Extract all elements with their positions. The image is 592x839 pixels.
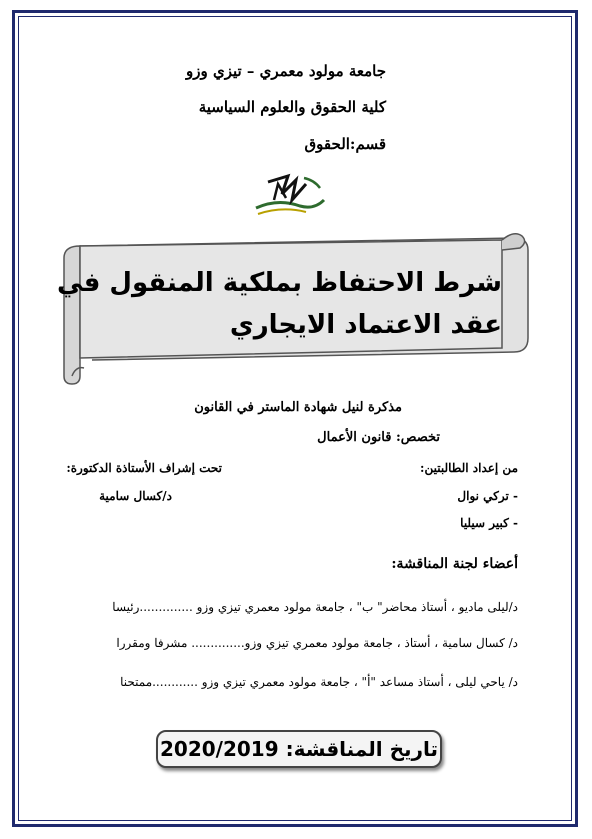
university-name: جامعة مولود معمري – تيزي وزو	[186, 62, 386, 80]
faculty-name: كلية الحقوق والعلوم السياسية	[198, 98, 386, 116]
student-name: - كبير سيليا	[460, 516, 518, 530]
title-scroll-banner	[62, 228, 534, 388]
thesis-title-line-2: عقد الاعتماد الايجاري	[229, 310, 502, 340]
university-logo-icon	[248, 170, 328, 220]
page-border-inner	[18, 16, 572, 821]
defense-date: تاريخ المناقشة: 2020/2019	[159, 737, 439, 761]
committee-member: د/ كسال سامية ، أستاذ ، جامعة مولود معمري تيزي وزو.............. مشرفا ومقررا	[116, 636, 518, 650]
committee-member: د/ليلى ماديو ، أستاذ محاضر" ب" ، جامعة مولود معمري تيزي وزو ..............رئيسا	[112, 600, 518, 614]
thesis-title-line-1: شرط الاحتفاظ بملكية المنقول في	[57, 268, 502, 298]
committee-member: د/ ياحي ليلى ، أستاذ مساعد "أ" ، جامعة مولود معمري تيزي وزو ............ممتحنا	[120, 675, 518, 689]
supervisor-name: د/كسال سامية	[99, 489, 172, 503]
committee-label: أعضاء لجنة المناقشة:	[391, 556, 518, 572]
thesis-note: مذكرة لنيل شهادة الماستر في القانون	[194, 400, 402, 415]
prepared-by-label: من إعداد الطالبتين:	[420, 461, 518, 475]
department-name: قسم:الحقوق	[304, 135, 386, 153]
defense-date-box	[156, 730, 442, 768]
specialization: تخصص: قانون الأعمال	[317, 430, 440, 445]
student-name: - تركي نوال	[457, 489, 518, 503]
supervisor-label: تحت إشراف الأستاذة الدكتورة:	[66, 461, 222, 475]
